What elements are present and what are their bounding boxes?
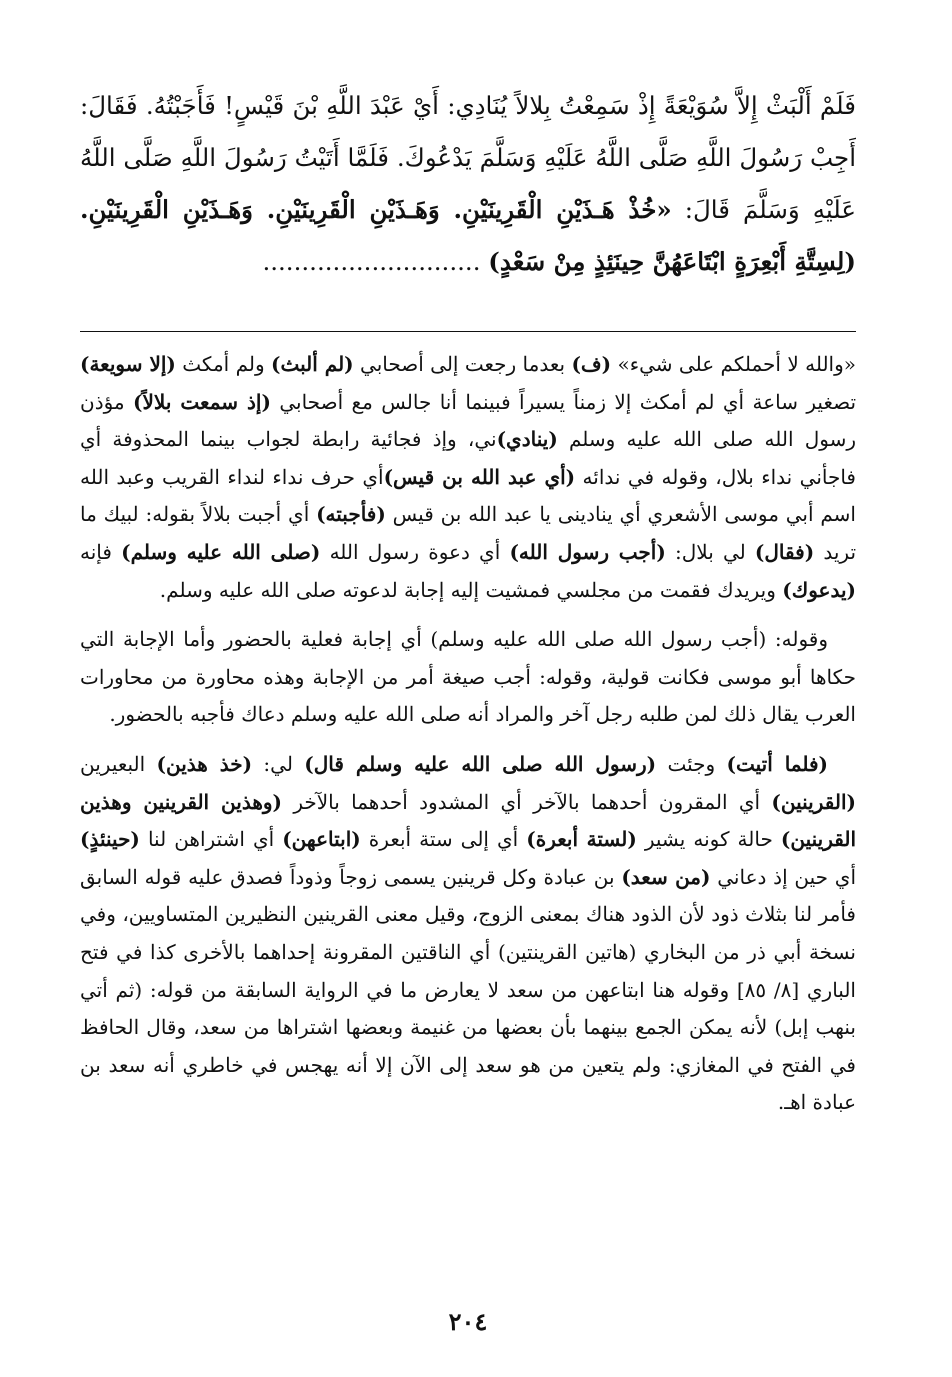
text-segment: لي بلال: <box>665 539 755 564</box>
text-segment: أي حين إذ دعاني <box>710 864 856 889</box>
bold-segment: (فلما أتيت) <box>726 751 829 776</box>
bold-segment: (فقال) <box>754 539 815 564</box>
text-segment: البعيرين <box>80 751 157 776</box>
text-segment: فإنه <box>80 539 122 564</box>
text-segment: أي حرف نداء لنداء القريب وعبد الله اسم أبي موسى الأشعري أي ينادينى يا عبد الله بن قيس <box>80 464 856 527</box>
text-segment: لي: <box>252 751 305 776</box>
bold-segment: (القرينين) <box>771 789 857 814</box>
text-segment: تصغير ساعة أي لم أمكث إلا زمناً يسيراً فبينما أنا جالس مع أصحابي <box>270 389 857 414</box>
commentary-paragraph-2 <box>80 621 856 734</box>
bold-segment: (حينئذٍ) <box>80 827 140 852</box>
text-segment: وجئت <box>656 751 727 776</box>
text-segment: ولم أمكث <box>175 352 272 376</box>
text-segment: أي دعوة رسول الله <box>320 539 510 564</box>
bold-segment: (خذ هذين) <box>156 751 253 776</box>
page-number: ٢٠٤ <box>448 1307 488 1336</box>
hadith-plain: فَلَمْ أَلْبَثْ إِلاَّ سُوَيْعَةً إِذْ سَمِعْتُ بِلالاً يُنَادِي: أَيْ عَبْدَ اللَّهِ بْنَ قَيْسٍ! فَأَجَبْتُهُ. فَقَالَ: أَجِبْ رَسُولَ اللَّهِ صَلَّى اللَّهُ عَلَيْهِ وَسَلَّمَ يَدْعُوكَ. فَلَمَّا أَتَيْتُ رَسُولَ اللَّهِ صَلَّى اللَّهُ عَلَيْهِ وَسَلَّمَ قَالَ: <box>80 91 856 224</box>
bold-segment: (صلى الله عليه وسلم) <box>121 539 321 564</box>
commentary-paragraph-1 <box>80 346 856 609</box>
bold-segment: (من سعد) <box>621 864 711 889</box>
bold-segment: (أجب رسول الله) <box>509 539 666 564</box>
bold-segment: (إلا سويعة) <box>80 352 176 376</box>
commentary-section <box>80 346 856 1134</box>
commentary-paragraph-3 <box>80 746 856 1122</box>
bold-segment: (ينادي) <box>496 427 558 452</box>
bold-segment: (فأجبته) <box>316 502 386 527</box>
footnote-separator <box>80 331 856 332</box>
bold-segment: (رسول الله صلى الله عليه وسلم قال) <box>304 751 657 776</box>
text-segment: وقوله: (أجب رسول الله صلى الله عليه وسلم) أي إجابة فعلية بالحضور وأما الإجابة التي حكاها أبو موسى فكانت قولية، وقوله: أجب صيغة أمر من الإجابة وهذه محاورة من محاورات العرب يقال ذلك لمن طلبه رجل آخر والمراد أنه صلى الله عليه وسلم دعاك فأجبه بالحضور. <box>80 627 856 727</box>
hadith-bold: «خُذْ هَـذَيْنِ الْقَرِينَيْنِ. وَهَـذَيْنِ الْقَرِينَيْنِ. وَهَـذَيْنِ الْقَرِينَيْنِ. (لِسِتَّةِ أَبْعِرَةٍ ابْتَاعَهُنَّ حِينَئِذٍ مِنْ سَعْدٍ) <box>80 195 856 276</box>
text-segment: ني، وإذ فجائية رابطة لجواب بينما المحذوفة أي فاجأني نداء بلال، وقوله في ندائه <box>80 427 856 489</box>
bold-segment: (ابتاعهن) <box>282 827 361 852</box>
bold-segment: (أي عبد الله بن قيس) <box>383 464 576 489</box>
bold-segment: (يدعوك) <box>782 577 856 602</box>
text-segment: أي إلى ستة أبعرة <box>360 827 527 852</box>
text-segment: «والله لا أحملكم على شيء» <box>611 352 856 376</box>
hadith-dots: ............................ <box>262 247 489 276</box>
bold-segment: (وهذين القرينين وهذين القرينين) <box>80 789 857 852</box>
bold-segment: (إذ سمعت بلالاً) <box>133 389 271 414</box>
bold-segment: (لم ألبث) <box>271 352 354 376</box>
book-page <box>80 80 856 1340</box>
text-segment: مؤذن رسول الله صلى الله عليه وسلم <box>80 389 856 452</box>
text-segment: أي المقرون أحدهما بالآخر أي المشدود أحدهما بالآخر <box>282 789 772 814</box>
bold-segment: (ف) <box>571 352 612 376</box>
bold-segment: (لستة أبعرة) <box>526 827 637 852</box>
hadith-text <box>80 80 856 296</box>
text-segment: بن عبادة وكل قرينين يسمى زوجاً وذوداً فصدق عليه قوله السابق فأمر لنا بثلاث ذود لأن الذود هناك بمعنى الزوج، وقيل معنى القرينين النظيرين المتساويين، وفي نسخة أبي ذر من البخاري (هاتين القرينتين) أي الناقتين المقرونة إحداهما بالأخرى كذا في فتح الباري [٨/ ٨٥] وقوله هنا ابتاعهن من سعد لا يعارض ما في الرواية السابقة من قوله: (ثم أتي بنهب إبل) لأنه يمكن الجمع بينهما بأن بعضها من غنيمة وبعضها اشتراها من سعد، وقال الحافظ في الفتح في المغازي: ولم يتعين من هو سعد إلى الآن إلا أنه يهجس في خاطري أنه سعد بن عبادة اهـ. <box>80 864 856 1115</box>
text-segment: أي أجبت بلالاً بقوله: لبيك ما تريد <box>80 502 857 564</box>
text-segment: بعدما رجعت إلى أصحابي <box>353 352 572 376</box>
text-segment: ويريدك فقمت من مجلسي فمشيت إليه إجابة لدعوته صلى الله عليه وسلم. <box>159 577 783 602</box>
text-segment: أي اشتراهن لنا <box>139 827 283 852</box>
text-segment: حالة كونه يشير <box>636 827 781 852</box>
